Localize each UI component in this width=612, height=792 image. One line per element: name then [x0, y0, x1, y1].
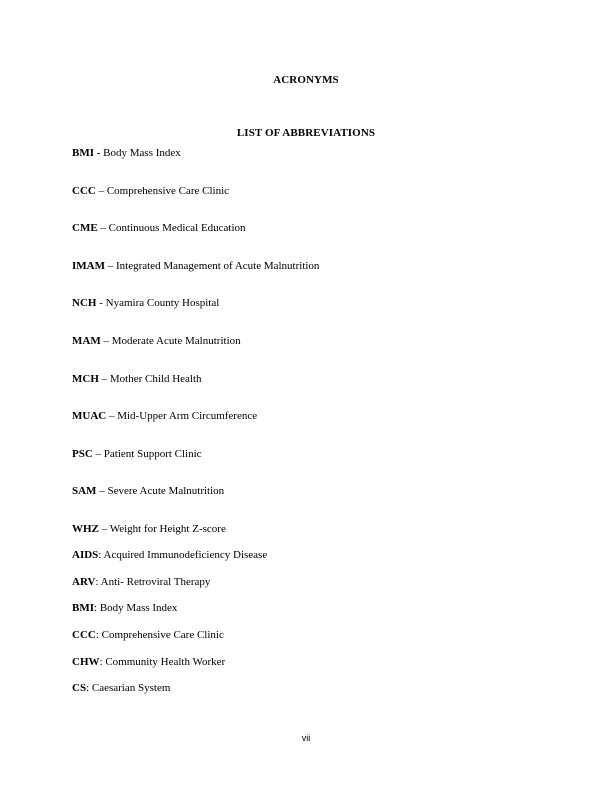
abbreviation-separator: –: [98, 373, 110, 385]
abbreviation-separator: :: [99, 656, 106, 668]
abbreviation-term: MUAC: [72, 410, 107, 422]
abbreviation-separator: :: [94, 602, 100, 614]
list-item: [72, 373, 202, 386]
abbreviation-definition: Community Health Worker: [105, 656, 226, 668]
abbreviation-term: IMAM: [72, 260, 105, 272]
list-item: [72, 629, 224, 642]
list-item: [72, 656, 225, 669]
abbreviation-definition: Continuous Medical Education: [108, 222, 246, 234]
abbreviation-term: WHZ: [72, 523, 99, 535]
abbreviation-separator: -: [94, 147, 104, 159]
abbreviation-definition: Mother Child Health: [109, 373, 202, 385]
abbreviation-separator: :: [95, 629, 102, 641]
abbreviation-separator: :: [98, 549, 104, 561]
abbreviation-definition: Body Mass Index: [99, 602, 178, 614]
abbreviation-term: PSC: [72, 448, 93, 460]
list-item: [72, 485, 224, 498]
section-subtitle: LIST OF ABBREVIATIONS: [236, 127, 376, 139]
abbreviation-term: MCH: [72, 373, 99, 385]
abbreviation-term: CHW: [72, 656, 100, 668]
abbreviation-definition: Severe Acute Malnutrition: [107, 485, 225, 497]
abbreviation-separator: :: [86, 682, 92, 694]
abbreviation-term: CME: [72, 222, 98, 234]
list-item: [72, 448, 202, 461]
abbreviation-definition: Acquired Immunodeficiency Disease: [103, 549, 268, 561]
abbreviation-separator: :: [95, 576, 101, 588]
page-number: vii: [301, 733, 311, 743]
abbreviation-definition: Nyamira County Hospital: [105, 297, 220, 309]
abbreviation-term: MAM: [72, 335, 101, 347]
list-item: [72, 185, 229, 198]
abbreviation-term: BMI: [72, 147, 94, 159]
list-item: [72, 147, 181, 160]
abbreviation-separator: –: [92, 448, 104, 460]
abbreviation-term: NCH: [72, 297, 97, 309]
abbreviation-term: ARV: [72, 576, 96, 588]
abbreviation-term: SAM: [72, 485, 97, 497]
page-title: ACRONYMS: [273, 74, 339, 86]
abbreviation-separator: –: [97, 222, 109, 234]
abbreviation-definition: Comprehensive Care Clinic: [101, 629, 224, 641]
abbreviation-definition: Comprehensive Care Clinic: [106, 185, 230, 197]
list-item: [72, 222, 246, 235]
abbreviation-separator: –: [98, 523, 110, 535]
abbreviation-separator: –: [105, 260, 116, 272]
abbreviation-term: BMI: [72, 602, 94, 614]
list-item: [72, 297, 219, 310]
abbreviation-definition: Caesarian System: [91, 682, 171, 694]
abbreviation-separator: –: [95, 185, 107, 197]
abbreviation-term: CS: [72, 682, 87, 694]
abbreviation-separator: -: [96, 297, 106, 309]
abbreviation-definition: Moderate Acute Malnutrition: [111, 335, 241, 347]
abbreviation-definition: Integrated Management of Acute Malnutrition: [116, 260, 320, 272]
list-item: [72, 335, 241, 348]
abbreviation-definition: Weight for Height Z-score: [109, 523, 226, 535]
abbreviation-definition: Mid-Upper Arm Circumference: [117, 410, 258, 422]
list-item: [72, 260, 319, 273]
list-item: [72, 576, 210, 589]
list-item: [72, 523, 226, 536]
abbreviation-term: CCC: [72, 185, 96, 197]
abbreviation-separator: –: [100, 335, 112, 347]
list-item: [72, 682, 170, 695]
abbreviation-definition: Anti- Retroviral Therapy: [100, 576, 211, 588]
abbreviation-definition: Body Mass Index: [103, 147, 181, 159]
list-item: [72, 410, 257, 423]
list-item: [72, 602, 177, 615]
abbreviation-definition: Patient Support Clinic: [103, 448, 202, 460]
abbreviation-separator: –: [106, 410, 118, 422]
abbreviation-term: AIDS: [72, 549, 99, 561]
list-item: [72, 549, 267, 562]
abbreviation-term: CCC: [72, 629, 96, 641]
abbreviation-separator: –: [96, 485, 108, 497]
